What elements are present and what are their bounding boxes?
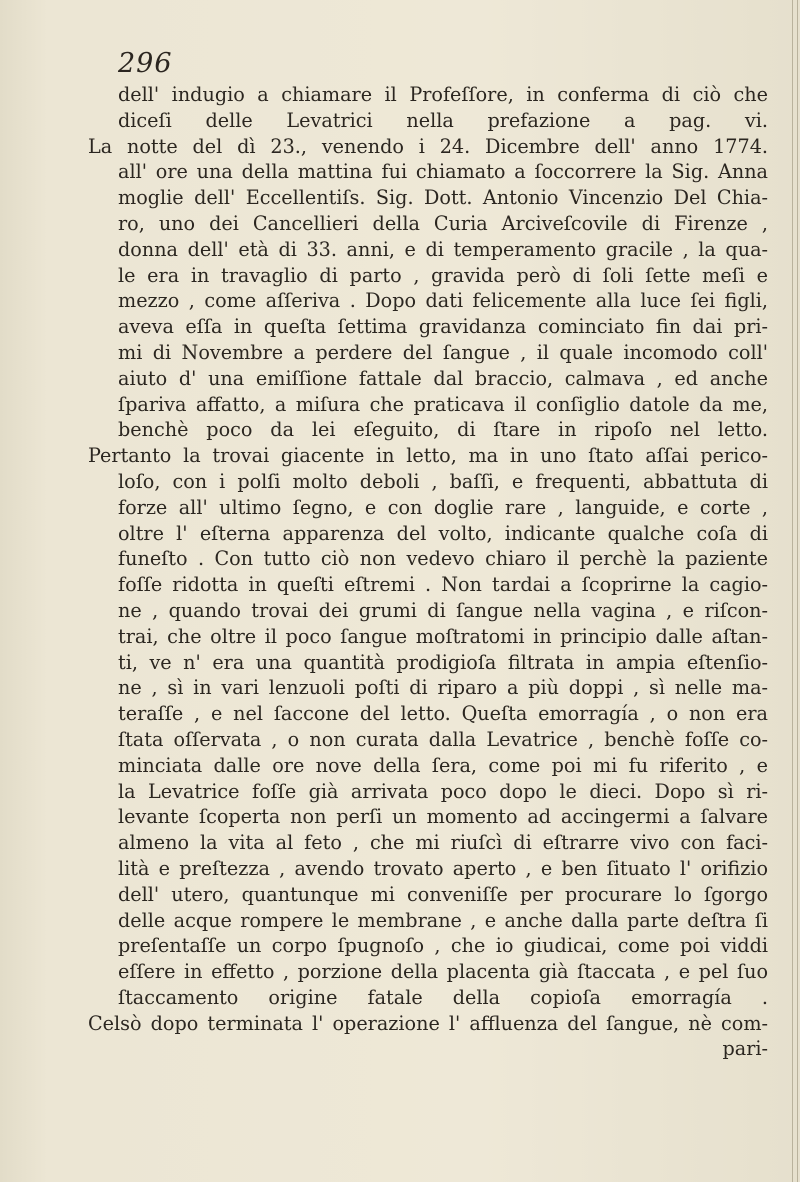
page-edge-line <box>792 0 793 1182</box>
text-line: Celsò dopo terminata l' operazione l' affluenza del ſangue, nè com- <box>88 1011 768 1035</box>
text-line: ſtata oſſervata , o non curata dalla Levatrice , benchè foſſe co- <box>118 727 768 751</box>
text-line: preſentaſſe un corpo ſpugnoſo , che io giudicai, come poi viddi <box>118 934 768 958</box>
text-line: La notte del dì 23., venendo i 24. Dicembre dell' anno 1774. <box>88 134 768 158</box>
text-line: almeno la vita al feto , che mi riuſcì di eſtrarre vivo con faci- <box>118 831 768 855</box>
text-line: mi di Novembre a perdere del ſangue , il quale incomodo coll' <box>118 340 768 364</box>
text-line: diceſi delle Levatrici nella prefazione a pag. vi. <box>118 108 768 132</box>
text-line: dell' indugio a chiamare il Profeſſore, in conferma di ciò che <box>118 83 768 106</box>
text-line: trai, che oltre il poco ſangue moſtratomi in principio dalle aſtan- <box>118 624 768 648</box>
text-line: foſſe ridotta in queſti eſtremi . Non tardai a ſcoprirne la cagio- <box>118 573 768 597</box>
text-line: teraſſe , e nel ſaccone del letto. Queſta emorragía , o non era <box>118 702 768 726</box>
page-edge-line <box>797 0 798 1182</box>
text-line: ſpariva affatto, a miſura che praticava il conſiglio datole da me, <box>118 392 768 416</box>
text-line: funeſto . Con tutto ciò non vedevo chiaro il perchè la paziente <box>118 547 768 571</box>
text-line: all' ore una della mattina fui chiamato a ſoccorrere la Sig. Anna <box>118 160 768 184</box>
body-text <box>88 82 768 1062</box>
text-line: aiuto d' una emiſſione fattale dal braccio, calmava , ed anche <box>118 366 768 390</box>
text-line: oltre l' eſterna apparenza del volto, indicante qualche coſa di <box>118 521 768 545</box>
text-line: eſſere in effetto , porzione della placenta già ſtaccata , e pel ſuo <box>118 960 768 984</box>
text-line: lità e preſtezza , avendo trovato aperto , e ben ſituato l' orifizio <box>118 856 768 880</box>
text-line: pari- <box>722 1037 768 1061</box>
text-line: aveva eſſa in queſta ſettima gravidanza cominciato fin dai pri- <box>118 315 768 339</box>
text-line: ro, uno dei Cancellieri della Curia Arciveſcovile di Firenze , <box>118 211 768 235</box>
page-number: 296 <box>118 48 173 79</box>
text-line: delle acque rompere le membrane , e anche dalla parte deſtra ſi <box>118 908 768 932</box>
text-line: dell' utero, quantunque mi conveniſſe per procurare lo ſgorgo <box>118 882 768 906</box>
text-line: ne , quando trovai dei grumi di ſangue nella vagina , e riſcon- <box>118 598 768 622</box>
text-line: donna dell' età di 33. anni, e di temperamento gracile , la qua- <box>118 237 768 261</box>
text-line: benchè poco da lei eſeguito, di ſtare in ripoſo nel letto. <box>118 418 768 442</box>
text-line: ti, ve n' era una quantità prodigioſa filtrata in ampia eſtenſio- <box>118 650 768 674</box>
text-line: ne , sì in vari lenzuoli poſti di riparo a più doppi , sì nelle ma- <box>118 676 768 700</box>
text-line: mezzo , come aſſeriva . Dopo dati felicemente alla luce ſei figli, <box>118 289 768 313</box>
text-line: Pertanto la trovai giacente in letto, ma in uno ſtato aſſai perico- <box>88 444 768 468</box>
text-line: levante ſcoperta non perſi un momento ad accingermi a ſalvare <box>118 805 768 829</box>
text-line: le era in travaglio di parto , gravida però di ſoli ſette meſi e <box>118 263 768 287</box>
text-line: la Levatrice foſſe già arrivata poco dopo le dieci. Dopo sì ri- <box>118 779 768 803</box>
text-line: moglie dell' Eccellentiſs. Sig. Dott. Antonio Vincenzio Del Chia- <box>118 186 768 210</box>
text-line: ſtaccamento origine fatale della copioſa emorragía . <box>118 985 768 1009</box>
text-line: forze all' ultimo ſegno, e con doglie rare , languide, e corte , <box>118 495 768 519</box>
text-line: loſo, con i polſi molto deboli , baſſi, e frequenti, abbattuta di <box>118 469 768 493</box>
text-line: minciata dalle ore nove della ſera, come poi mi fu riferito , e <box>118 753 768 777</box>
